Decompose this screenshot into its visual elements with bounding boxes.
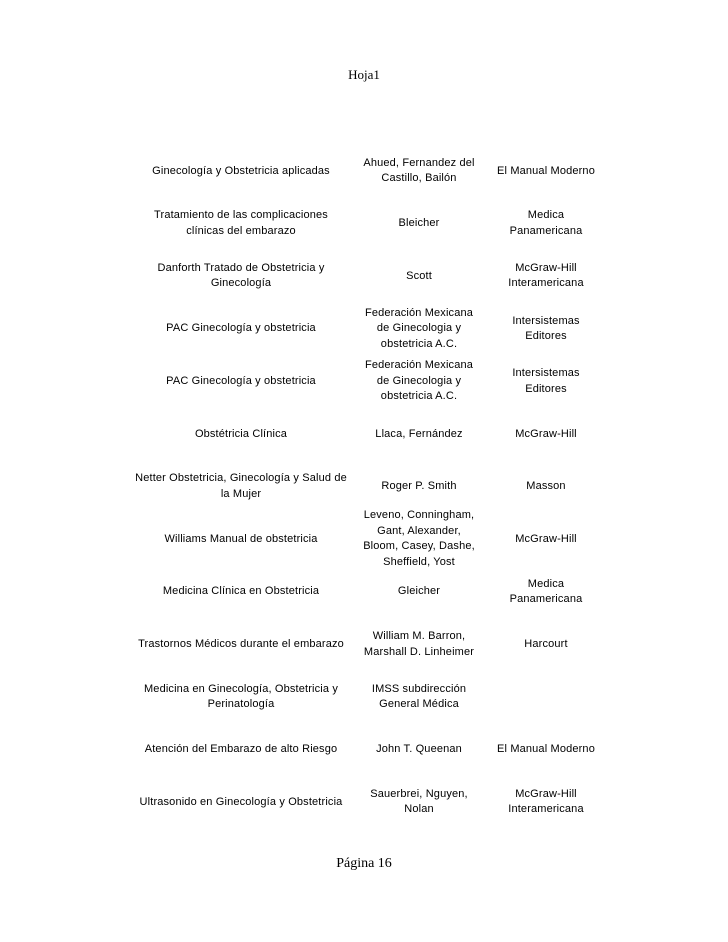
table-row bbox=[128, 618, 608, 671]
table-row bbox=[128, 724, 608, 777]
book-publisher bbox=[484, 671, 608, 724]
book-publisher: McGraw-Hill Interamericana bbox=[508, 261, 584, 290]
table-row bbox=[128, 671, 608, 724]
book-publisher: Harcourt bbox=[524, 637, 568, 650]
page-number-footer: Página 16 bbox=[336, 856, 392, 871]
book-title: Netter Obstetricia, Ginecología y Salud de la Mujer bbox=[135, 472, 347, 500]
book-author: Ahued, Fernandez del Castillo, Bailón bbox=[363, 156, 475, 185]
table-row bbox=[128, 355, 608, 408]
book-author: Scott bbox=[406, 269, 432, 282]
book-publisher: El Manual Moderno bbox=[497, 743, 595, 756]
table-row bbox=[128, 408, 608, 461]
bibliography-table bbox=[128, 145, 608, 829]
book-author: Sauerbrei, Nguyen, Nolan bbox=[370, 787, 468, 816]
book-title: Danforth Tratado de Obstetricia y Ginecología bbox=[157, 261, 325, 290]
book-title: Ginecología y Obstetricia aplicadas bbox=[152, 164, 330, 177]
book-author: Federación Mexicana de Ginecologia y obstetricia A.C. bbox=[364, 306, 474, 350]
book-publisher: Masson bbox=[526, 480, 566, 493]
book-publisher: El Manual Moderno bbox=[497, 164, 595, 177]
book-title: PAC Ginecología y obstetricia bbox=[166, 322, 316, 335]
book-title: Medicina Clínica en Obstetricia bbox=[162, 585, 320, 598]
sheet-name-header: Hoja1 bbox=[348, 67, 380, 82]
table-row bbox=[128, 461, 608, 514]
book-publisher: Medica Panamericana bbox=[509, 577, 583, 606]
book-title: Ultrasonido en Ginecología y Obstetricia bbox=[139, 795, 343, 808]
book-publisher: McGraw-Hill bbox=[515, 532, 577, 545]
book-title: Williams Manual de obstetricia bbox=[164, 532, 318, 545]
book-author: Llaca, Fernández bbox=[375, 427, 463, 440]
book-author: Federación Mexicana de Ginecologia y obstetricia A.C. bbox=[364, 359, 474, 403]
book-publisher: Intersistemas Editores bbox=[512, 367, 580, 395]
book-title: PAC Ginecología y obstetricia bbox=[166, 374, 316, 387]
book-publisher: Intersistemas Editores bbox=[512, 314, 580, 343]
book-author: IMSS subdirección General Médica bbox=[371, 682, 467, 711]
table-row bbox=[128, 145, 608, 198]
book-publisher: McGraw-Hill Interamericana bbox=[508, 787, 584, 816]
book-title: Trastornos Médicos durante el embarazo bbox=[138, 637, 344, 650]
table-row bbox=[128, 776, 608, 829]
table-row bbox=[128, 509, 608, 568]
table-row bbox=[128, 198, 608, 251]
book-title: Atención del Embarazo de alto Riesgo bbox=[144, 743, 338, 756]
book-author: Bleicher bbox=[398, 217, 440, 230]
book-author: Leveno, Conningham, Gant, Alexander, Bloom, Casey, Dashe, Sheffield, Yost bbox=[363, 509, 475, 568]
book-publisher: McGraw-Hill bbox=[515, 427, 577, 440]
book-title: Medicina en Ginecología, Obstetricia y Perinatología bbox=[143, 682, 339, 711]
book-title: Tratamiento de las complicaciones clínicas del embarazo bbox=[154, 209, 328, 237]
book-author: Gleicher bbox=[397, 585, 441, 598]
book-author: William M. Barron, Marshall D. Linheimer bbox=[363, 630, 475, 658]
book-author: John T. Queenan bbox=[376, 743, 462, 756]
book-publisher: Medica Panamericana bbox=[509, 209, 583, 237]
table-row bbox=[128, 250, 608, 303]
table-row bbox=[128, 566, 608, 619]
book-author: Roger P. Smith bbox=[381, 480, 457, 493]
book-title: Obstétricia Clínica bbox=[194, 427, 288, 440]
table-row bbox=[128, 303, 608, 356]
